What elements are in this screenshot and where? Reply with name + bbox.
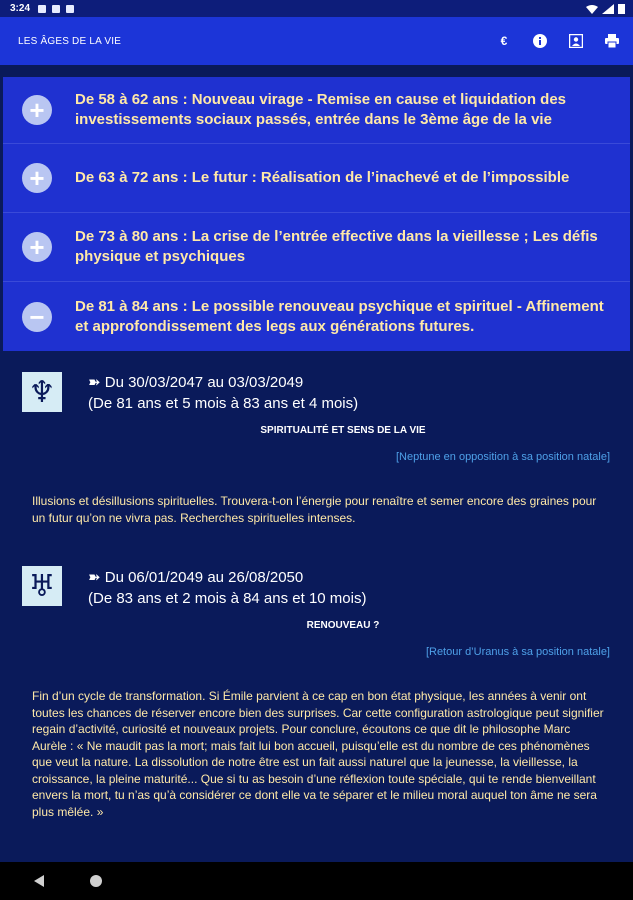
expand-icon[interactable]: + [22,232,52,262]
home-icon[interactable] [90,875,102,887]
print-icon[interactable] [605,34,619,48]
expand-icon[interactable]: + [22,163,52,193]
collapse-icon[interactable]: − [22,302,52,332]
app-bar [0,17,633,65]
accordion-item-63-72[interactable] [3,144,630,213]
accordion-label: De 73 à 80 ans : La crise de l’entrée effective dans la vieillesse ; Les défis physique et psychiques [75,228,598,265]
info-icon[interactable] [533,34,547,48]
back-icon[interactable] [34,875,44,887]
entry-title: SPIRITUALITÉ ET SENS DE LA VIE [260,425,426,436]
entry-dates: ➽ Du 06/01/2049 au 26/08/2050 [88,569,304,586]
signal-icon [602,4,614,14]
entry-ages: (De 81 ans et 5 mois à 83 ans et 4 mois) [88,395,359,412]
accordion-label: De 81 à 84 ans : Le possible renouveau psychique et spirituel - Affinement et approfondissement des legs aux générations futures. [75,297,604,335]
entry-aspect: [Retour d’Uranus à sa position natale] [425,646,610,658]
accordion-label: De 58 à 62 ans : Nouveau virage - Remise en cause et liquidation des investissements sociaux passés, entrée dans le 3ème âge de la vie [75,91,567,128]
wifi-icon [586,4,598,14]
app-notification-icon [52,5,60,13]
notification-icons [38,5,74,13]
accordion-item-81-84[interactable] [3,282,630,351]
status-bar [0,0,633,17]
entry-text: Fin d’un cycle de transformation. Si Émile parvient à ce cap en bon état physique, les années à venir ont toutes les chances de réserver encore bien des surprises. Car cette configuration astrologique peut signifier regain d’activité, curiosité et nouveaux projets. Pour conclure, écoutons ce que dit le philosophe Marc Aurèle : « Ne maudit pas la mort; mais fait lui bon accueil, puisqu’elle est du nombre de ces phénomènes que veut la nature. La dissolution de notre être est un fait aussi naturel que la jeunesse, la vieillesse, la croissance, la pleine maturité... Que si tu as besoin d’une réflexion toute spéciale, qui te rende bienveillant envers la mort, tu n’as qu’à considérer ce dont elle va te séparer et le milieu moral auquel ton âme ne sera plus mêlée. » [32,689,604,819]
system-icons [586,3,625,14]
entry-title: RENOUVEAU ? [306,620,380,631]
navigation-bar [0,862,633,900]
storage-notification-icon [66,5,74,13]
accordion-item-58-62[interactable] [3,77,630,144]
settings-notification-icon [38,5,46,13]
euro-icon[interactable]: € [500,34,508,48]
entry-dates: ➽ Du 30/03/2047 au 03/03/2049 [88,374,304,391]
expand-icon[interactable]: + [22,95,52,125]
neptune-icon: ♆ [22,372,62,412]
entry-aspect: [Neptune en opposition à sa position natale] [395,451,610,463]
image-icon[interactable] [569,34,583,48]
entry-text: Illusions et désillusions spirituelles. Trouvera-t-on l’énergie pour renaître et semer encore des graines pour un futur qu’on ne vivra pas. Recherches spirituelles intenses. [32,494,597,525]
status-time: 3:24 [10,3,31,14]
entry-ages: (De 83 ans et 2 mois à 84 ans et 10 mois) [88,590,367,607]
battery-icon [618,3,625,14]
app-bar-actions [497,34,619,48]
accordion-label: De 63 à 72 ans : Le futur : Réalisation de l’inachevé et de l’impossible [75,169,570,186]
uranus-icon: ♅ [22,566,62,606]
accordion-item-73-80[interactable] [3,213,630,282]
app-title: LES ÂGES DE LA VIE [18,35,122,47]
